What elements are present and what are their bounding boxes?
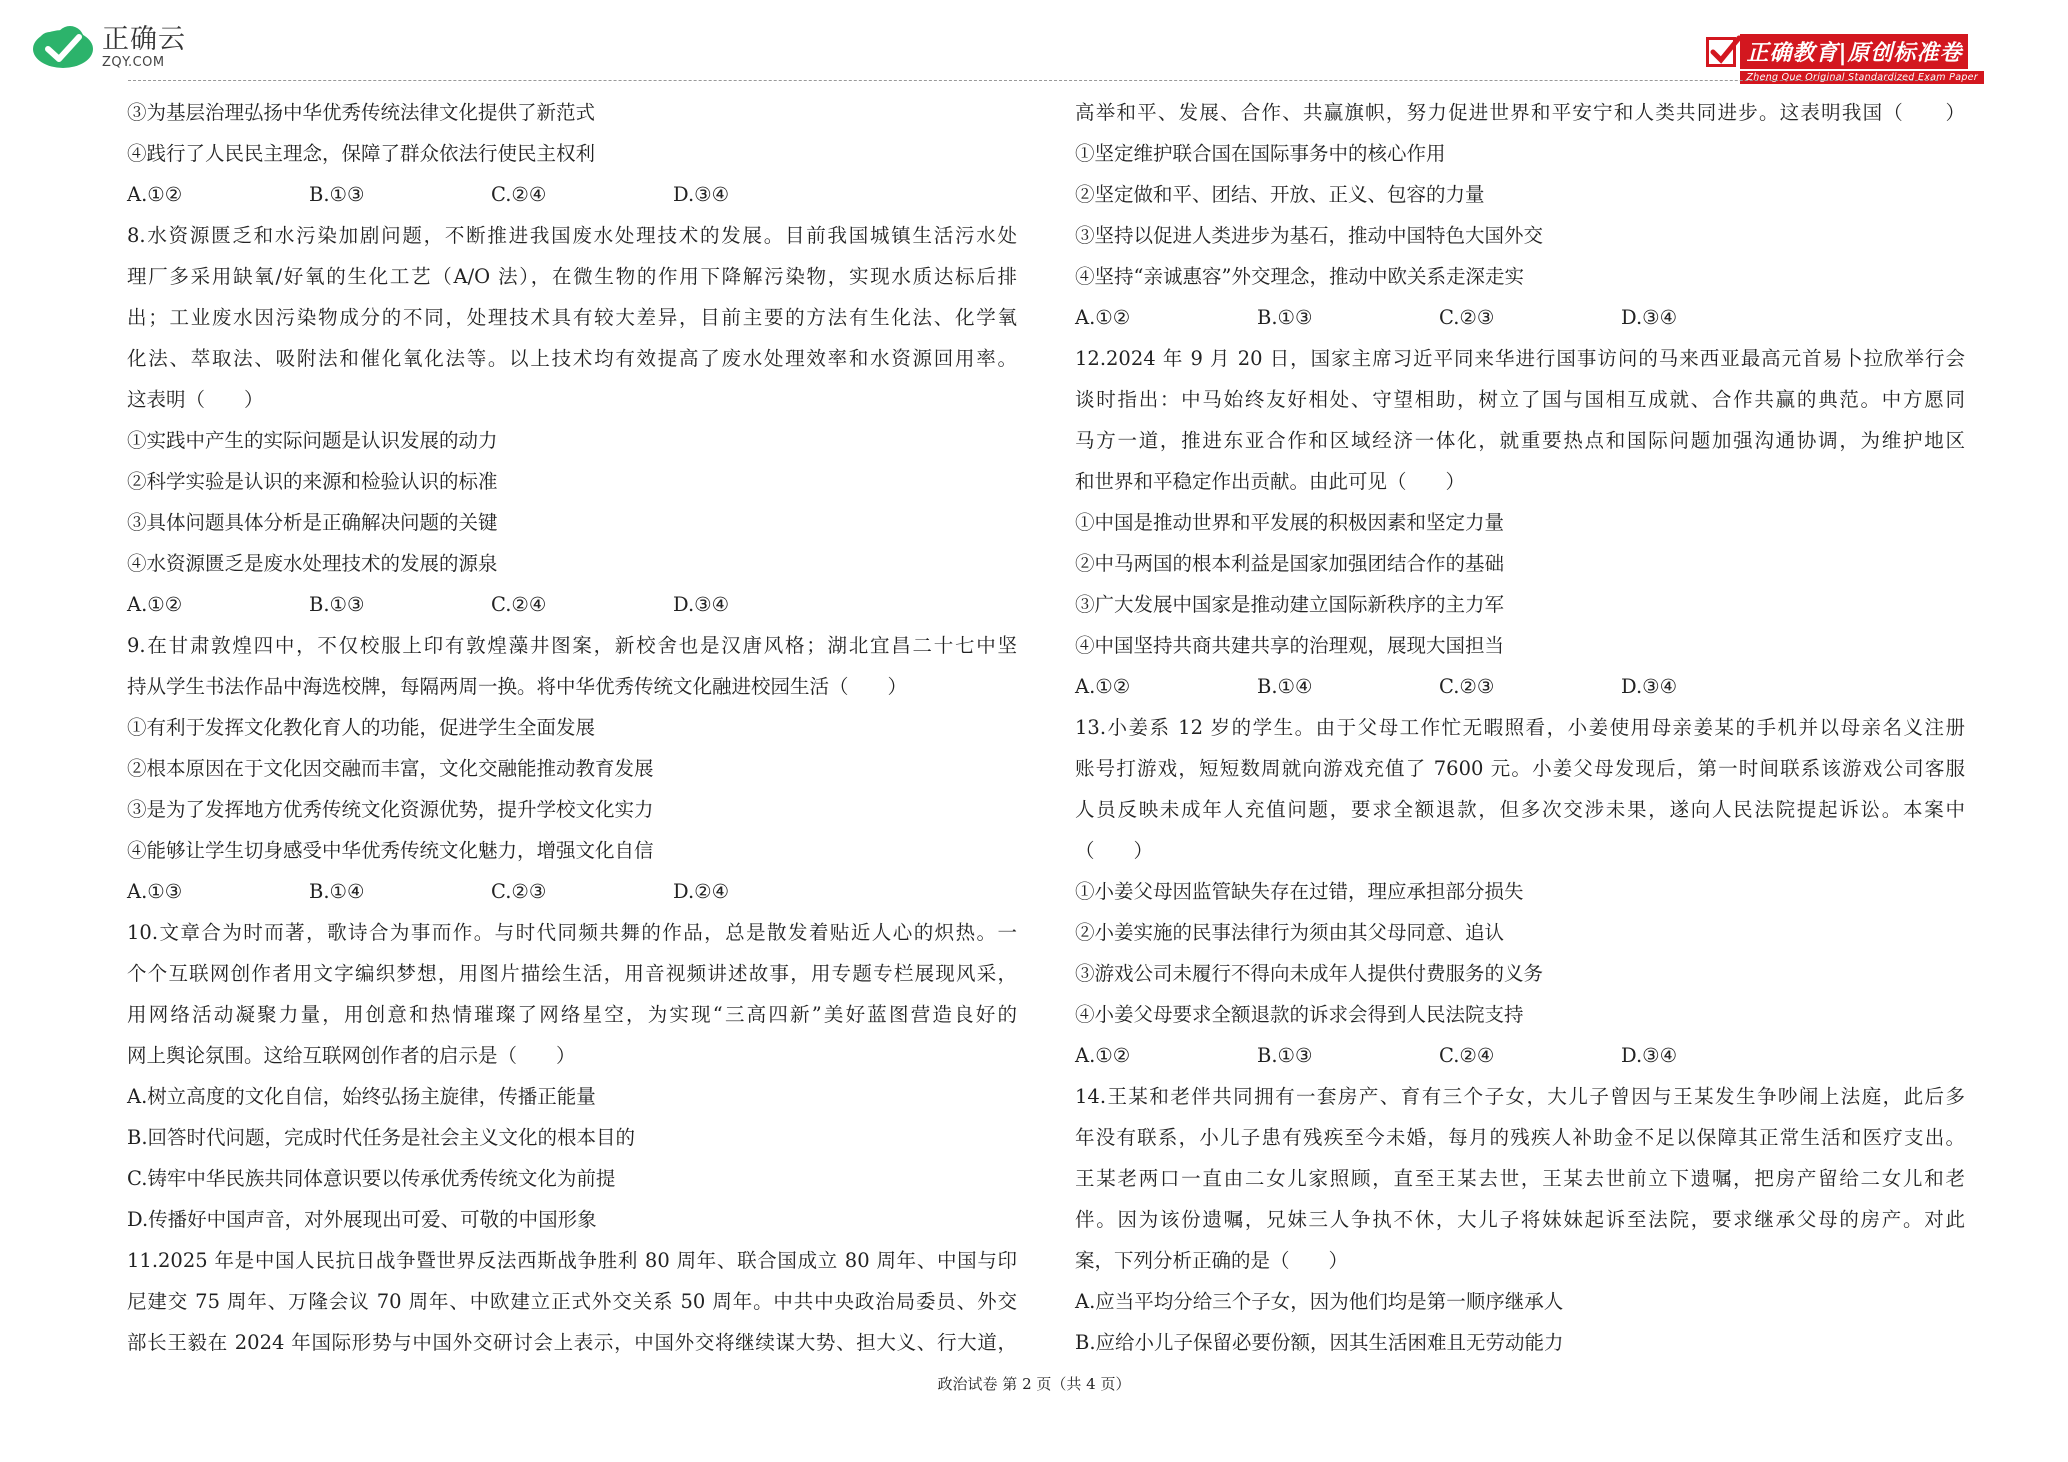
header-divider [128,80,1938,81]
text-line: ①坚定维护联合国在国际事务中的核心作用 [1075,142,1446,165]
text-line: 案，下列分析正确的是（ ） [1075,1249,1349,1272]
answer-option: A.①② [1075,1044,1131,1067]
answer-options [127,584,1017,625]
answer-option: B.①③ [1257,306,1313,329]
answer-options [127,871,1017,912]
text-line: 12.2024 年 9 月 20 日，国家主席习近平同来华进行国事访问的马来西亚最高元首易卜拉欣举行会 [1075,347,1965,370]
text-line: 账号打游戏，短短数周就向游戏充值了 7600 元。小姜父母发现后，第一时间联系该游戏公司客服 [1075,757,1965,780]
text-line: 13.小姜系 12 岁的学生。由于父母工作忙无暇照看，小姜使用母亲姜某的手机并以母亲名义注册 [1075,716,1965,739]
answer-option: D.③④ [1621,1044,1678,1067]
text-line: 年没有联系，小儿子患有残疾至今未婚，每月的残疾人补助金不足以保障其正常生活和医疗支出。 [1075,1126,1965,1149]
text-line: 王某老两口一直由二女儿家照顾，直至王某去世，王某去世前立下遗嘱，把房产留给二女儿和老 [1075,1167,1965,1190]
answer-options [1075,297,1965,338]
text-line: B.应给小儿子保留必要份额，因其生活困难且无劳动能力 [1075,1331,1564,1354]
text-line: 用网络活动凝聚力量，用创意和热情璀璨了网络星空，为实现“三高四新”美好蓝图营造良好的 [127,1003,1017,1026]
text-line: ④水资源匮乏是废水处理技术的发展的源泉 [127,552,498,575]
text-line: 持从学生书法作品中海选校牌，每隔两周一换。将中华优秀传统文化融进校园生活（ ） [127,675,908,698]
text-line: ③广大发展中国家是推动建立国际新秩序的主力军 [1075,593,1505,616]
answer-option: A.①② [127,593,183,616]
text-line: C.铸牢中华民族共同体意识要以传承优秀传统文化为前提 [127,1167,616,1190]
answer-option: D.②④ [673,880,730,903]
answer-option: C.②③ [1439,306,1495,329]
right-column [1075,92,1965,1363]
text-line: 理厂多采用缺氧/好氧的生化工艺（A/O 法），在微生物的作用下降解污染物，实现水质达标后排 [127,265,1017,288]
left-column [127,92,1017,1363]
answer-option: A.①② [1075,675,1131,698]
text-line: 网上舆论氛围。这给互联网创作者的启示是（ ） [127,1044,576,1067]
answer-option: C.②④ [491,593,547,616]
answer-option: C.②③ [1439,675,1495,698]
brand-en-text: Zheng Que Original Standardized Exam Paper [1740,71,1984,84]
text-line: 尼建交 75 周年、万隆会议 70 周年、中欧建立正式外交关系 50 周年。中共中央政治局委员、外交 [127,1290,1017,1313]
text-line: ④能够让学生切身感受中华优秀传统文化魅力，增强文化自信 [127,839,654,862]
text-line: ②根本原因在于文化因交融而丰富，文化交融能推动教育发展 [127,757,654,780]
text-line: ②中马两国的根本利益是国家加强团结合作的基础 [1075,552,1505,575]
text-line: 谈时指出：中马始终友好相处、守望相助，树立了国与国相互成就、合作共赢的典范。中方愿同 [1075,388,1965,411]
brand-cn-text: 正确教育|原创标准卷 [1740,34,1968,69]
text-line: ④践行了人民民主理念，保障了群众依法行使民主权利 [127,142,596,165]
text-line: 部长王毅在 2024 年国际形势与中国外交研讨会上表示，中国外交将继续谋大势、担大义、行大道， [127,1331,1017,1354]
answer-options [1075,666,1965,707]
text-line: 伴。因为该份遗嘱，兄妹三人争执不休，大儿子将妹妹起诉至法院，要求继承父母的房产。对此 [1075,1208,1965,1231]
text-line: ①小姜父母因监管缺失存在过错，理应承担部分损失 [1075,880,1524,903]
answer-option: B.①③ [1257,1044,1313,1067]
logo-en-text: ZQY.COM [102,54,165,70]
text-line: 和世界和平稳定作出贡献。由此可见（ ） [1075,470,1466,493]
answer-option: B.①③ [309,593,365,616]
text-line: 8.水资源匮乏和水污染加剧问题，不断推进我国废水处理技术的发展。目前我国城镇生活污水处 [127,224,1017,247]
text-line: ②坚定做和平、团结、开放、正义、包容的力量 [1075,183,1485,206]
answer-option: C.②③ [491,880,547,903]
answer-option: D.③④ [673,183,730,206]
text-line: 马方一道，推进东亚合作和区域经济一体化，就重要热点和国际问题加强沟通协调，为维护地区 [1075,429,1965,452]
text-line: 10.文章合为时而著，歌诗合为事而作。与时代同频共舞的作品，总是散发着贴近人心的炽热。一 [127,921,1017,944]
answer-options [127,174,1017,215]
text-line: 出；工业废水因污染物成分的不同，处理技术具有较大差异，目前主要的方法有生化法、化学氧 [127,306,1017,329]
answer-option: A.①② [1075,306,1131,329]
text-line: ③是为了发挥地方优秀传统文化资源优势，提升学校文化实力 [127,798,654,821]
text-line: A.树立高度的文化自信，始终弘扬主旋律，传播正能量 [127,1085,596,1108]
answer-option: A.①② [127,183,183,206]
answer-options [1075,1035,1965,1076]
text-line: ②科学实验是认识的来源和检验认识的标准 [127,470,498,493]
text-line: 高举和平、发展、合作、共赢旗帜，努力促进世界和平安宁和人类共同进步。这表明我国（ ） [1075,101,1965,124]
text-line: （ ） [1075,839,1154,862]
answer-option: D.③④ [673,593,730,616]
text-line: ①有利于发挥文化教化育人的功能，促进学生全面发展 [127,716,596,739]
checkbox-mark-icon [1706,37,1736,67]
answer-option: C.②④ [1439,1044,1495,1067]
text-line: 个个互联网创作者用文字编织梦想，用图片描绘生活，用音视频讲述故事，用专题专栏展现风采， [127,962,1017,985]
text-line: 人员反映未成年人充值问题，要求全额退款，但多次交涉未果，遂向人民法院提起诉讼。本案中 [1075,798,1965,821]
text-line: 化法、萃取法、吸附法和催化氧化法等。以上技术均有效提高了废水处理效率和水资源回用率。 [127,347,1017,370]
text-line: 11.2025 年是中国人民抗日战争暨世界反法西斯战争胜利 80 周年、联合国成立 80 周年、中国与印 [127,1249,1017,1272]
text-line: ②小姜实施的民事法律行为须由其父母同意、追认 [1075,921,1505,944]
answer-option: D.③④ [1621,675,1678,698]
answer-option: C.②④ [491,183,547,206]
page-footer: 政治试卷 第 2 页（共 4 页） [937,1375,1131,1393]
page-header [0,0,2068,82]
text-line: ③坚持以促进人类进步为基石，推动中国特色大国外交 [1075,224,1544,247]
text-line: ①中国是推动世界和平发展的积极因素和坚定力量 [1075,511,1505,534]
text-line: 14.王某和老伴共同拥有一套房产、育有三个子女，大儿子曾因与王某发生争吵闹上法庭，此后多 [1075,1085,1965,1108]
text-line: ③为基层治理弘扬中华优秀传统法律文化提供了新范式 [127,101,596,124]
text-line: 这表明（ ） [127,388,264,411]
text-line: ①实践中产生的实际问题是认识发展的动力 [127,429,498,452]
text-line: D.传播好中国声音，对外展现出可爱、可敬的中国形象 [127,1208,597,1231]
text-line: ③游戏公司未履行不得向未成年人提供付费服务的义务 [1075,962,1544,985]
answer-option: B.①④ [309,880,365,903]
check-cloud-icon [30,24,96,70]
answer-option: D.③④ [1621,306,1678,329]
zqy-logo [30,24,186,70]
answer-option: B.①③ [309,183,365,206]
text-line: B.回答时代问题，完成时代任务是社会主义文化的根本目的 [127,1126,636,1149]
text-line: ③具体问题具体分析是正确解决问题的关键 [127,511,498,534]
text-line: ④中国坚持共商共建共享的治理观，展现大国担当 [1075,634,1505,657]
text-line: ④小姜父母要求全额退款的诉求会得到人民法院支持 [1075,1003,1524,1026]
answer-option: B.①④ [1257,675,1313,698]
brand-logo [1706,34,1984,84]
text-line: ④坚持“亲诚惠容”外交理念，推动中欧关系走深走实 [1075,265,1524,288]
answer-option: A.①③ [127,880,183,903]
text-line: 9.在甘肃敦煌四中，不仅校服上印有敦煌藻井图案，新校舍也是汉唐风格；湖北宜昌二十七中坚 [127,634,1017,657]
logo-cn-text: 正确云 [102,23,186,55]
text-line: A.应当平均分给三个子女，因为他们均是第一顺序继承人 [1075,1290,1564,1313]
